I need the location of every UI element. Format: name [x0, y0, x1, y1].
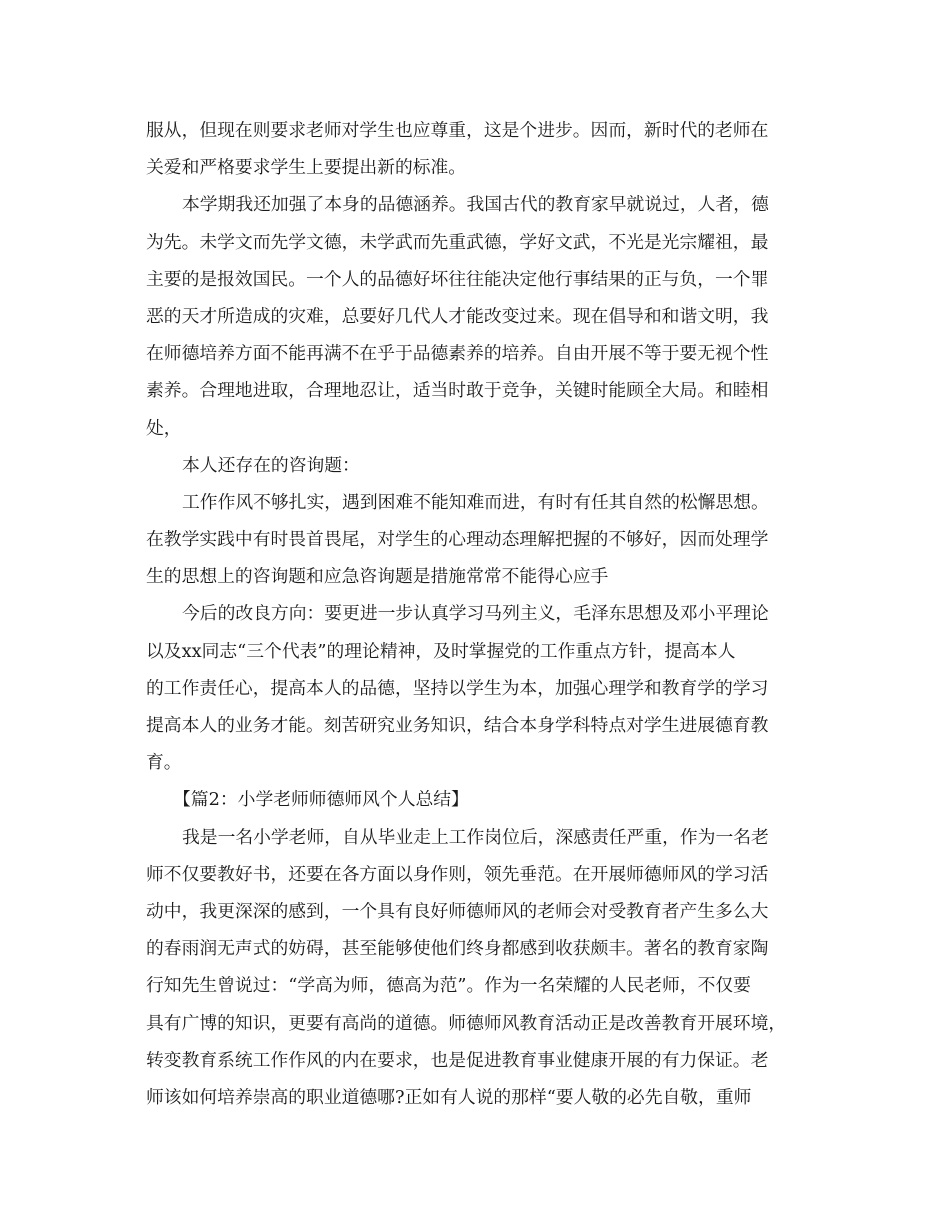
section-heading: 【篇2：小学老师师德师风个人总结】 — [173, 789, 469, 811]
text-line: 师该如何培养崇高的职业道德哪?正如有人说的那样“要人敬的必先自敬，重师 — [146, 1086, 752, 1108]
paragraph-start-line: 我是一名小学老师，自从毕业走上工作岗位后，深感责任严重，作为一名老 — [182, 826, 769, 848]
text-line: 生的思想上的咨询题和应急咨询题是措施常常不能得心应手 — [146, 566, 609, 588]
document-body — [146, 112, 806, 1116]
paragraph-start-line: 本学期我还加强了本身的品德涵养。我国古代的教育家早就说过，人者，德 — [182, 194, 769, 216]
text-line: 的春雨润无声式的妨碍，甚至能够使他们终身都感到收获颇丰。著名的教育家陶 — [146, 938, 769, 960]
text-line: 素养。合理地进取，合理地忍让，适当时敢于竞争，关键时能顾全大局。和睦相 — [146, 380, 769, 402]
text-line: 的工作责任心，提高本人的品德，坚持以学生为本，加强心理学和教育学的学习 — [146, 677, 769, 699]
text-line: 在师德培养方面不能再满不在乎于品德素养的培养。自由开展不等于要无视个性 — [146, 343, 769, 365]
paragraph-start-line: 今后的改良方向：要更进一步认真学习马列主义，毛泽东思想及邓小平理论 — [182, 603, 769, 625]
paragraph-start-line: 本人还存在的咨询题： — [182, 454, 360, 476]
text-line: 师不仅要教好书，还要在各方面以身作则，领先垂范。在开展师德师风的学习活 — [146, 863, 769, 885]
text-line: 恶的天才所造成的灾难，总要好几代人才能改变过来。现在倡导和和谐文明，我 — [146, 305, 769, 327]
text-line: 在教学实践中有时畏首畏尾，对学生的心理动态理解把握的不够好，因而处理学 — [146, 529, 769, 551]
text-line: 关爱和严格要求学生上要提出新的标准。 — [146, 157, 467, 179]
text-line: 育。 — [146, 752, 182, 774]
text-line: 主要的是报效国民。一个人的品德好坏往往能决定他行事结果的正与负，一个罪 — [146, 268, 769, 290]
text-line: 为先。未学文而先学文德，未学武而先重武德，学好文武，不光是光宗耀祖，最 — [146, 231, 769, 253]
text-line: 以及xx同志“三个代表”的理论精神，及时掌握党的工作重点方针，提高本人 — [146, 640, 736, 662]
text-line: 转变教育系统工作作风的内在要求，也是促进教育事业健康开展的有力保证。老 — [146, 1049, 769, 1071]
text-line: 动中，我更深深的感到，一个具有良好师德师风的老师会对受教育者产生多么大 — [146, 900, 769, 922]
text-line: 具有广博的知识，更要有高尚的道德。师德师风教育活动正是改善教育开展环境， — [146, 1012, 787, 1034]
text-line: 服从，但现在则要求老师对学生也应尊重，这是个进步。因而，新时代的老师在 — [146, 120, 769, 141]
text-line: 提高本人的业务才能。刻苦研究业务知识，结合本身学科特点对学生进展德育教 — [146, 715, 769, 736]
paragraph-start-line: 工作作风不够扎实，遇到困难不能知难而进，有时有任其自然的松懈思想。 — [182, 491, 769, 513]
text-line: 行知先生曾说过：“学高为师，德高为范”。作为一名荣耀的人民老师，不仅要 — [146, 975, 751, 997]
text-line: 处， — [146, 417, 182, 439]
